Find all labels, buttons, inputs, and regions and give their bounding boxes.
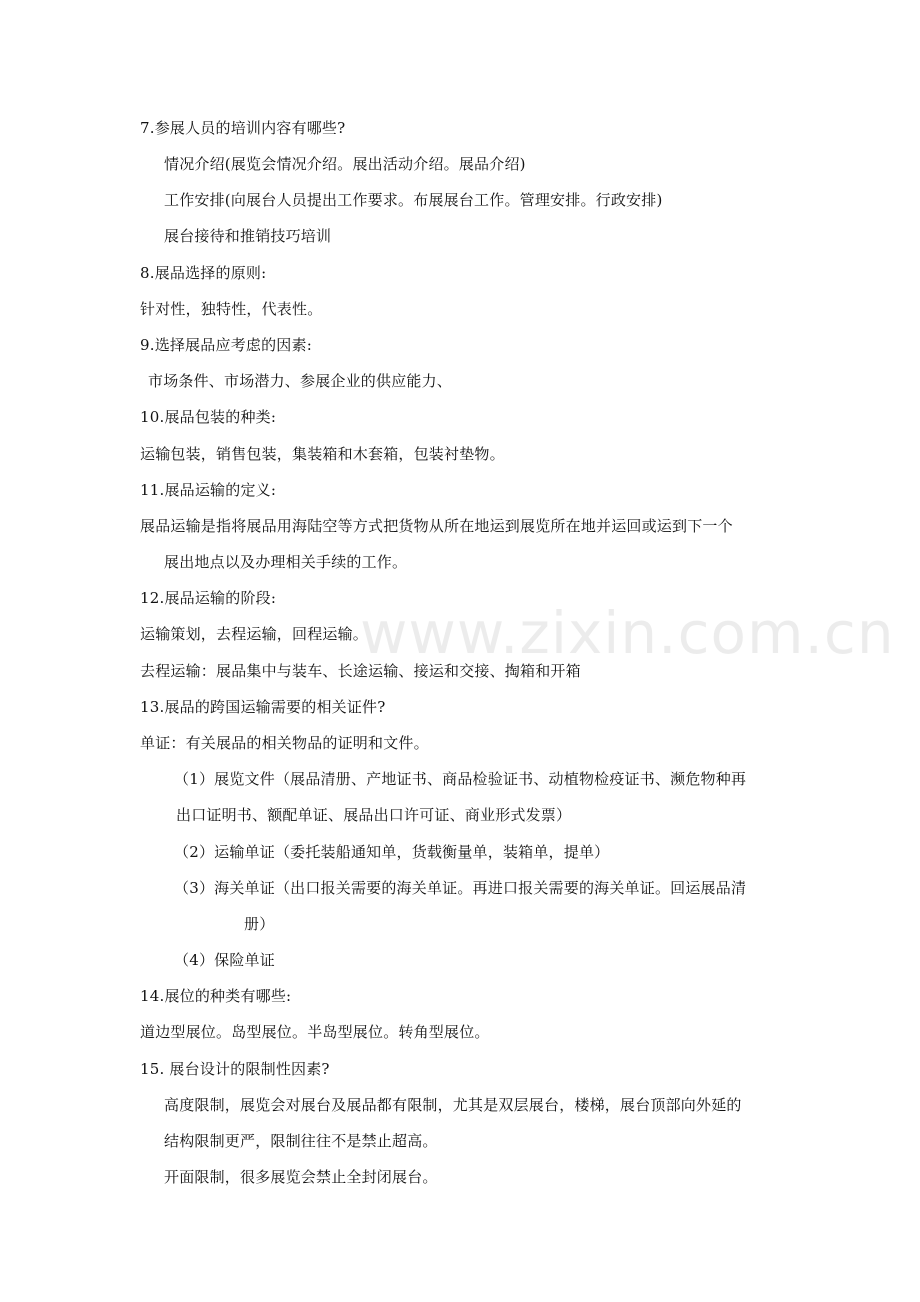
list-item: （3）海关单证（出口报关需要的海关单证。再进口报关需要的海关单证。回运展品清 [174,879,747,897]
heading-q8: 8.展品选择的原则: [140,264,267,282]
heading-q15: 15. 展台设计的限制性因素? [140,1060,330,1078]
watermark: www.zixin.com.cn [360,599,895,667]
text-line: 展台接待和推销技巧培训 [164,227,332,245]
heading-q9: 9.选择展品应考虑的因素: [140,336,312,354]
text-line: 结构限制更严，限制往往不是禁止超高。 [164,1132,438,1150]
heading-q12: 12.展品运输的阶段: [140,589,277,607]
text-line: 运输策划，去程运输，回程运输。 [140,625,369,643]
list-item-continuation: 册） [244,915,275,933]
text-line: 高度限制，展览会对展台及展品都有限制，尤其是双层展台，楼梯，展台顶部向外延的 [164,1096,742,1114]
text-line: 市场条件、市场潜力、参展企业的供应能力、 [148,372,453,390]
text-line: 去程运输：展品集中与装车、长途运输、接运和交接、掏箱和开箱 [140,662,581,680]
heading-q14: 14.展位的种类有哪些: [140,987,292,1005]
text-line: 工作安排(向展台人员提出工作要求。布展展台工作。管理安排。行政安排) [164,191,663,209]
text-line: 单证：有关展品的相关物品的证明和文件。 [140,734,429,752]
text-line: 开面限制，很多展览会禁止全封闭展台。 [164,1168,438,1186]
text-line: 运输包装，销售包装，集装箱和木套箱，包装衬垫物。 [140,445,505,463]
heading-q7: 7.参展人员的培训内容有哪些? [140,119,346,137]
text-line: 道边型展位。岛型展位。半岛型展位。转角型展位。 [140,1023,490,1041]
heading-q10: 10.展品包装的种类: [140,408,277,426]
heading-q13: 13.展品的跨国运输需要的相关证件? [140,698,386,716]
list-item-continuation: 出口证明书、额配单证、展品出口许可证、商业形式发票） [176,806,572,824]
list-item: （2）运输单证（委托装船通知单，货载衡量单，装箱单，提单） [174,843,610,861]
list-item: （1）展览文件（展品清册、产地证书、商品检验证书、动植物检疫证书、濒危物种再 [174,770,747,788]
heading-q11: 11.展品运输的定义: [140,481,277,499]
text-line: 展品运输是指将展品用海陆空等方式把货物从所在地运到展览所在地并运回或运到下一个 [140,517,733,535]
text-line: 情况介绍(展览会情况介绍。展出活动介绍。展品介绍) [164,155,526,173]
text-line: 展出地点以及办理相关手续的工作。 [164,553,408,571]
list-item: （4）保险单证 [174,951,275,969]
text-line: 针对性，独特性，代表性。 [140,300,323,318]
